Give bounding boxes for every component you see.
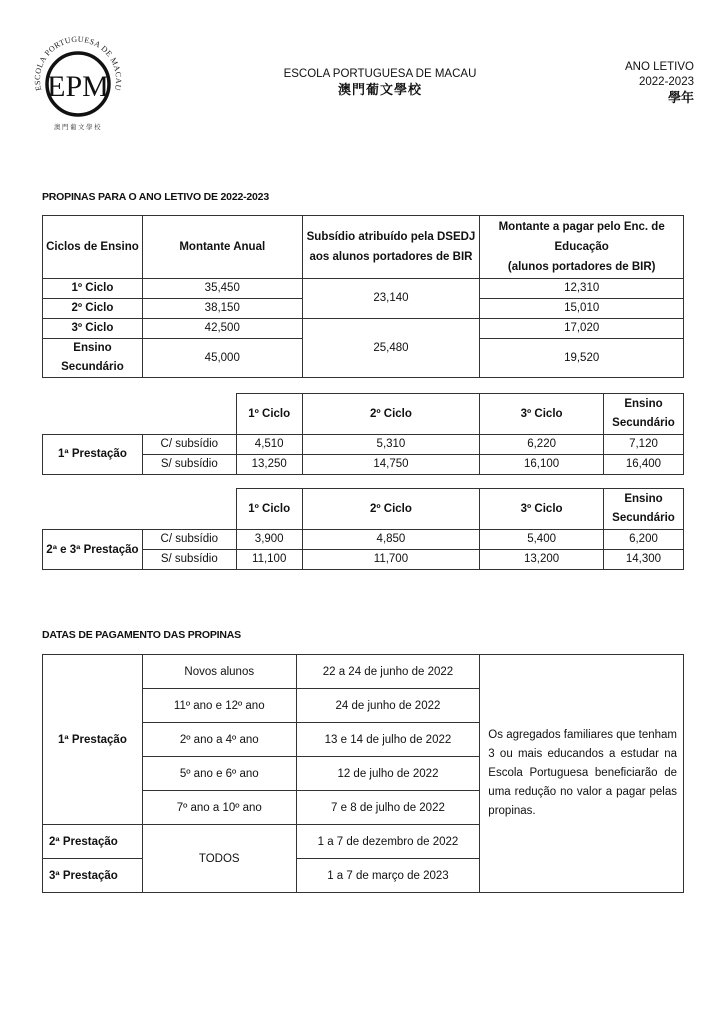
installment-header-row	[43, 394, 684, 435]
value-cell: 4,850	[302, 530, 480, 550]
column-header: 1º Ciclo	[236, 394, 302, 435]
logo-monogram: EPM	[47, 70, 109, 103]
first-installment-table	[42, 393, 684, 475]
column-header: 2º Ciclo	[302, 394, 480, 435]
payment-date: 12 de julho de 2022	[296, 757, 480, 791]
payable-cell: 15,010	[480, 299, 684, 319]
table-row	[43, 655, 684, 689]
column-header: Ensino Secundário	[603, 489, 683, 530]
table-row	[43, 319, 684, 339]
column-header: 3º Ciclo	[480, 394, 604, 435]
header-cycle: Ciclos de Ensino	[43, 216, 143, 279]
fees-table	[42, 215, 684, 378]
payment-date: 1 a 7 de dezembro de 2022	[296, 825, 480, 859]
payment-date: 7 e 8 de julho de 2022	[296, 791, 480, 825]
school-name-block	[270, 67, 490, 97]
value-cell: 16,400	[603, 455, 683, 475]
value-cell: 5,310	[302, 435, 480, 455]
value-cell: 6,200	[603, 530, 683, 550]
payment-date: 1 a 7 de março de 2023	[296, 859, 480, 893]
school-name-zh: 澳門葡文學校	[337, 82, 422, 97]
installment-label: 1ª Prestação	[43, 655, 143, 825]
fees-header-row	[43, 216, 684, 279]
student-group: 2º ano a 4º ano	[142, 723, 296, 757]
svg-text:ESCOLA PORTUGUESA DE MACAU: ESCOLA PORTUGUESA DE MACAU	[32, 34, 124, 92]
value-cell: 5,400	[480, 530, 604, 550]
dates-title: DATAS DE PAGAMENTO DAS PROPINAS	[42, 629, 241, 641]
header-subsidy: Subsídio atribuído pela DSEDJ aos alunos portadores de BIR	[302, 216, 480, 279]
subsidy-cell: 25,480	[302, 319, 480, 378]
column-header: 3º Ciclo	[480, 489, 604, 530]
payment-date: 22 a 24 de junho de 2022	[296, 655, 480, 689]
student-group: 11º ano e 12º ano	[142, 689, 296, 723]
installment-label: 2ª e 3ª Prestação	[43, 530, 143, 570]
value-cell: 14,300	[603, 550, 683, 570]
student-group: 5º ano e 6º ano	[142, 757, 296, 791]
epm-logo-icon	[28, 34, 128, 134]
student-group: TODOS	[142, 825, 296, 893]
table-row	[43, 530, 684, 550]
payment-date: 24 de junho de 2022	[296, 689, 480, 723]
table-row	[43, 279, 684, 299]
value-cell: 13,250	[236, 455, 302, 475]
payable-cell: 19,520	[480, 339, 684, 378]
subsidy-type: S/ subsídio	[142, 455, 236, 475]
column-header: 2º Ciclo	[302, 489, 480, 530]
subsidy-type: C/ subsídio	[142, 530, 236, 550]
table-row	[43, 435, 684, 455]
value-cell: 11,700	[302, 550, 480, 570]
value-cell: 3,900	[236, 530, 302, 550]
cycle-cell: 3º Ciclo	[43, 319, 143, 339]
column-header: 1º Ciclo	[236, 489, 302, 530]
student-group: Novos alunos	[142, 655, 296, 689]
value-cell: 11,100	[236, 550, 302, 570]
installment-label: 1ª Prestação	[43, 435, 143, 475]
annual-cell: 42,500	[142, 319, 302, 339]
value-cell: 6,220	[480, 435, 604, 455]
payable-cell: 17,020	[480, 319, 684, 339]
student-group: 7º ano a 10º ano	[142, 791, 296, 825]
school-name: ESCOLA PORTUGUESA DE MACAU	[283, 68, 477, 80]
column-header: Ensino Secundário	[603, 394, 683, 435]
subsidy-type: C/ subsídio	[142, 435, 236, 455]
subsidy-type: S/ subsídio	[142, 550, 236, 570]
cycle-cell: 1º Ciclo	[43, 279, 143, 299]
fees-title: PROPINAS PARA O ANO LETIVO DE 2022-2023	[42, 191, 269, 203]
cycle-cell: 2º Ciclo	[43, 299, 143, 319]
value-cell: 14,750	[302, 455, 480, 475]
year-label: ANO LETIVO	[624, 61, 694, 73]
discount-note: Os agregados familiares que tenham 3 ou mais educandos a estudar na Escola Portuguesa beneficiarão de uma redução no valor a pagar pelas propinas.	[480, 655, 684, 893]
value-cell: 16,100	[480, 455, 604, 475]
value-cell: 7,120	[603, 435, 683, 455]
value-cell: 4,510	[236, 435, 302, 455]
school-year-block	[625, 60, 694, 105]
year-value: 2022-2023	[639, 76, 694, 88]
annual-cell: 38,150	[142, 299, 302, 319]
school-logo	[28, 34, 128, 134]
installment-label: 2ª Prestação	[43, 825, 143, 859]
cycle-cell: Ensino Secundário	[43, 339, 143, 378]
header-annual: Montante Anual	[142, 216, 302, 279]
second-third-installment-table	[42, 488, 684, 570]
payment-dates-table	[42, 654, 684, 893]
logo-chinese: 澳門葡文學校	[54, 123, 102, 131]
payment-date: 13 e 14 de julho de 2022	[296, 723, 480, 757]
subsidy-cell: 23,140	[302, 279, 480, 319]
header-payable: Montante a pagar pelo Enc. de Educação (alunos portadores de BIR)	[480, 216, 684, 279]
annual-cell: 45,000	[142, 339, 302, 378]
installment-label: 3ª Prestação	[43, 859, 143, 893]
year-zh: 學年	[667, 90, 694, 105]
payable-cell: 12,310	[480, 279, 684, 299]
installment-header-row	[43, 489, 684, 530]
value-cell: 13,200	[480, 550, 604, 570]
annual-cell: 35,450	[142, 279, 302, 299]
